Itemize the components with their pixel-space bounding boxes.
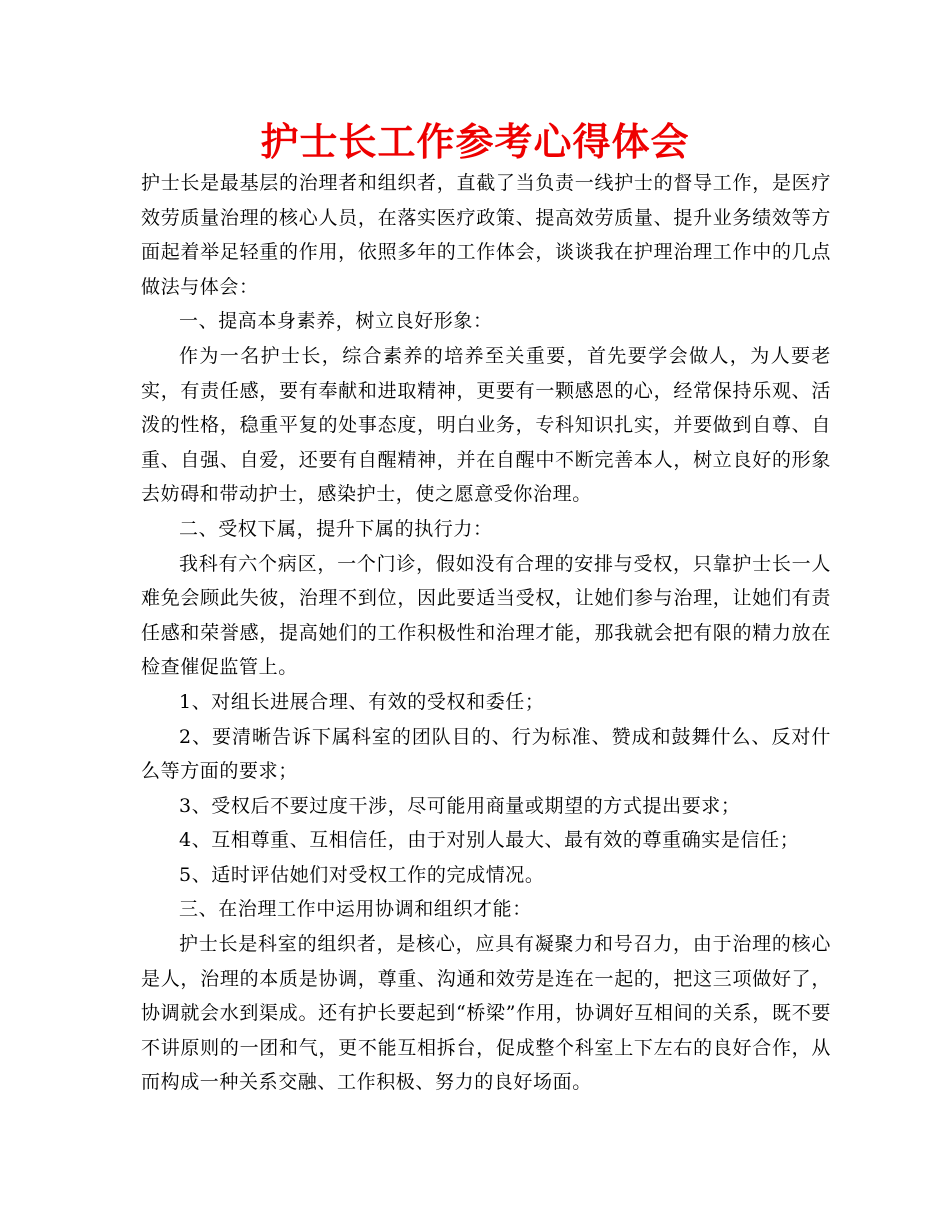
section-2-paragraph: 我科有六个病区，一个门诊，假如没有合理的安排与受权，只靠护士长一人难免会顾此失彼，治理不到位，因此要适当受权，让她们参与治理，让她们有责任感和荣誉感，提高她们的工作积极性和治理才能，那我就会把有限的精力放在检查催促监管上。 xyxy=(141,552,831,679)
list-item-5: 5、适时评估她们对受权工作的完成情况。 xyxy=(179,863,545,886)
section-1-paragraph: 作为一名护士长，综合素养的培养至关重要，首先要学会做人，为人要老实，有责任感，要有奉献和进取精神，更要有一颗感恩的心，经常保持乐观、活泼的性格，稳重平复的处事态度，明白业务，专科知识扎实，并要做到自尊、自重、自强、自爱，还要有自醒精神，并在自醒中不断完善本人，树立良好的形象去妨碍和带动护士，感染护士，使之愿意受你治理。 xyxy=(141,344,831,506)
intro-paragraph: 护士长是最基层的治理者和组织者，直截了当负责一线护士的督导工作，是医疗效劳质量治理的核心人员，在落实医疗政策、提高效劳质量、提升业务绩效等方面起着举足轻重的作用，依照多年的工作体会，谈谈我在护理治理工作中的几点做法与体会： xyxy=(141,172,831,298)
list-item-1: 1、对组长进展合理、有效的受权和委任； xyxy=(179,690,545,713)
list-item-4: 4、互相尊重、互相信任，由于对别人最大、最有效的尊重确实是信任； xyxy=(179,829,800,852)
list-item-2: 2、要清晰告诉下属科室的团队目的、行为标准、赞成和鼓舞什么、反对什么等方面的要求； xyxy=(141,725,831,783)
section-3-paragraph: 护士长是科室的组织者，是核心，应具有凝聚力和号召力，由于治理的核心是人，治理的本质是协调，尊重、沟通和效劳是连在一起的，把这三项做好了，协调就会水到渠成。还有护长要起到“桥梁”作用，协调好互相间的关系，既不要不讲原则的一团和气，更不能互相拆台，促成整个科室上下左右的良好合作，从而构成一种关系交融、工作积极、努力的良好场面。 xyxy=(141,933,831,1094)
list-item-3: 3、受权后不要过度干涉，尽可能用商量或期望的方式提出要求； xyxy=(179,794,741,817)
section-heading-2: 二、受权下属，提升下属的执行力： xyxy=(179,517,493,540)
document-body xyxy=(141,166,831,1100)
section-heading-3: 三、在治理工作中运用协调和组织才能： xyxy=(179,898,532,921)
document-title: 护士长工作参考心得体会 xyxy=(260,120,690,164)
section-heading-1: 一、提高本身素养，树立良好形象： xyxy=(179,310,493,333)
